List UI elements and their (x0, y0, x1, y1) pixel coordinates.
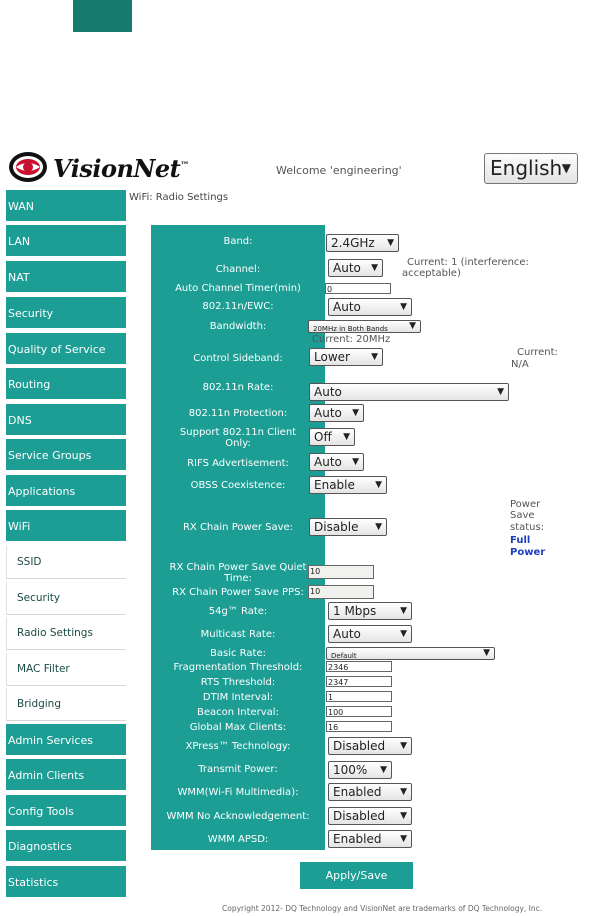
max-clients-input[interactable]: 16 (326, 721, 392, 732)
g-rate-label: 54g™ Rate: (208, 606, 268, 617)
power-save-status-label: Power (510, 499, 541, 510)
n-client-only-label: Support 802.11n Client (179, 427, 297, 438)
rx-quiet-label: RX Chain Power Save Quiet (169, 562, 307, 573)
basic-rate-value: Default (331, 652, 357, 660)
rx-chain-select[interactable] (309, 518, 387, 536)
chevron-down-icon: ▼ (561, 161, 571, 175)
welcome-text: Welcome 'engineering' (276, 164, 402, 177)
sidebar-item-config-tools[interactable]: Config Tools (6, 795, 126, 828)
wmm-noack-value: Disabled (333, 809, 386, 823)
wmm-noack-label: WMM No Acknowledgement: (166, 811, 310, 822)
wmm-value: Enabled (333, 785, 382, 799)
channel-current-note-2: acceptable) (402, 268, 461, 279)
control-sideband-label: Control Sideband: (193, 353, 283, 364)
page-title: WiFi: Radio Settings (129, 192, 229, 203)
band-select[interactable] (326, 234, 399, 252)
ewc-value: Auto (333, 300, 361, 314)
tx-power-select[interactable] (328, 761, 392, 779)
wmm-apsd-label: WMM APSD: (207, 834, 269, 845)
power-save-status-value: Full (510, 535, 531, 546)
apply-save-button[interactable]: Apply/Save (300, 862, 413, 889)
chevron-down-icon: ▼ (343, 432, 350, 442)
chevron-down-icon: ▼ (352, 457, 359, 467)
dtim-label: DTIM Interval: (202, 692, 274, 703)
wmm-apsd-select[interactable] (328, 830, 412, 848)
sidebar-subitem-security[interactable]: Security (6, 582, 126, 615)
rts-input[interactable]: 2347 (326, 676, 392, 687)
n-client-only-value: Off (314, 430, 332, 444)
ewc-label: 802.11n/EWC: (202, 301, 274, 312)
bandwidth-current-note: Current: 20MHz (312, 334, 391, 345)
n-client-only-label-2: Only: (225, 438, 251, 449)
rts-label: RTS Threshold: (200, 677, 276, 688)
sidebar-item-wifi[interactable]: WiFi (6, 510, 126, 543)
basic-rate-label: Basic Rate: (210, 648, 266, 659)
tx-power-value: 100% (333, 763, 368, 777)
band-value: 2.4GHz (331, 236, 375, 250)
sidebar-item-admin-clients[interactable]: Admin Clients (6, 759, 126, 792)
g-rate-select[interactable] (328, 602, 412, 620)
multicast-label: Multicast Rate: (200, 629, 276, 640)
chevron-down-icon: ▼ (352, 408, 359, 418)
rx-pps-input[interactable]: 10 (308, 585, 374, 599)
xpress-label: XPress™ Technology: (185, 741, 291, 752)
rifs-select[interactable] (309, 453, 364, 471)
frag-label: Fragmentation Threshold: (173, 662, 303, 673)
control-sideband-select[interactable] (309, 348, 383, 366)
chevron-down-icon: ▼ (375, 480, 382, 490)
chevron-down-icon: ▼ (387, 238, 394, 248)
xpress-value: Disabled (333, 739, 386, 753)
rx-chain-label: RX Chain Power Save: (182, 522, 294, 533)
max-clients-label: Global Max Clients: (189, 722, 287, 733)
sidebar-item-statistics[interactable]: Statistics (6, 866, 126, 899)
band-label: Band: (223, 236, 253, 247)
dtim-input[interactable]: 1 (326, 691, 392, 702)
channel-select[interactable] (328, 259, 383, 277)
basic-rate-select[interactable] (326, 647, 495, 660)
sidebar-item-security[interactable]: Security (6, 297, 126, 330)
rifs-label: RIFS Advertisement: (187, 458, 289, 469)
n-protection-select[interactable] (309, 404, 364, 422)
sidebar-item-wan[interactable]: WAN (6, 190, 126, 223)
sidebar-item-service-groups[interactable]: Service Groups (6, 439, 126, 472)
chevron-down-icon: ▼ (400, 834, 407, 844)
beacon-label: Beacon Interval: (197, 707, 279, 718)
sidebar-item-lan[interactable]: LAN (6, 225, 126, 258)
sideband-current-value: N/A (511, 359, 529, 370)
chevron-down-icon: ▼ (400, 629, 407, 639)
chevron-down-icon: ▼ (409, 321, 416, 331)
sidebar-subitem-ssid[interactable]: SSID (6, 546, 126, 579)
power-save-status-value-2: Power (510, 547, 546, 558)
rx-quiet-input[interactable]: 10 (308, 565, 374, 579)
chevron-down-icon: ▼ (380, 765, 387, 775)
power-save-status-label-2: Save (510, 510, 535, 521)
ewc-select[interactable] (328, 298, 412, 316)
chevron-down-icon: ▼ (400, 787, 407, 797)
obss-label: OBSS Coexistence: (190, 480, 286, 491)
rifs-value: Auto (314, 455, 342, 469)
sidebar-item-routing[interactable]: Routing (6, 368, 126, 401)
bandwidth-value: 20MHz in Both Bands (313, 325, 388, 333)
auto-channel-timer-input[interactable]: 0 (325, 283, 391, 294)
multicast-select[interactable] (328, 625, 412, 643)
auto-channel-timer-label: Auto Channel Timer(min) (175, 283, 301, 294)
n-rate-select[interactable] (309, 383, 509, 401)
chevron-down-icon: ▼ (400, 302, 407, 312)
n-rate-label: 802.11n Rate: (202, 382, 274, 393)
sidebar-item-dns[interactable]: DNS (6, 404, 126, 437)
sidebar-item-admin-services[interactable]: Admin Services (6, 724, 126, 757)
visionnet-logo[interactable] (8, 147, 189, 187)
bandwidth-select[interactable] (308, 320, 421, 333)
tx-power-label: Transmit Power: (198, 764, 278, 775)
sidebar-item-applications[interactable]: Applications (6, 475, 126, 508)
sidebar-item-diagnostics[interactable]: Diagnostics (6, 830, 126, 863)
sidebar-item-nat[interactable]: NAT (6, 261, 126, 294)
beacon-input[interactable]: 100 (326, 706, 392, 717)
wmm-apsd-value: Enabled (333, 832, 382, 846)
sideband-current-note: Current: (517, 347, 558, 358)
chevron-down-icon: ▼ (400, 606, 407, 616)
chevron-down-icon: ▼ (375, 522, 382, 532)
rx-pps-label: RX Chain Power Save PPS: (172, 587, 304, 598)
wmm-label: WMM(Wi-Fi Multimedia): (177, 787, 299, 798)
rx-quiet-label-2: Time: (224, 573, 252, 584)
channel-label: Channel: (215, 264, 261, 275)
power-save-status-label-3: status: (510, 522, 545, 533)
sidebar-subitem-mac-filter[interactable]: MAC Filter (6, 653, 126, 686)
chevron-down-icon: ▼ (483, 648, 490, 658)
bandwidth-label: Bandwidth: (209, 321, 267, 332)
sidebar-subitem-radio-settings[interactable]: Radio Settings (6, 617, 126, 650)
settings-label-panel (151, 225, 325, 850)
chevron-down-icon: ▼ (400, 811, 407, 821)
g-rate-value: 1 Mbps (333, 604, 377, 618)
control-sideband-value: Lower (314, 350, 350, 364)
language-select[interactable] (484, 153, 578, 184)
chevron-down-icon: ▼ (400, 741, 407, 751)
chevron-down-icon: ▼ (371, 352, 378, 362)
obss-value: Enable (314, 478, 355, 492)
n-protection-value: Auto (314, 406, 342, 420)
rx-chain-value: Disable (314, 520, 359, 534)
sidebar-subitem-bridging[interactable]: Bridging (6, 688, 126, 721)
copyright-text: Copyright 2012- DQ Technology and VisionNet are trademarks of DQ Technology, Inc. (222, 904, 543, 913)
chevron-down-icon: ▼ (497, 387, 504, 397)
multicast-value: Auto (333, 627, 361, 641)
eye-logo-icon (8, 149, 50, 185)
sidebar-item-qos[interactable]: Quality of Service (6, 333, 126, 366)
chevron-down-icon: ▼ (371, 263, 378, 273)
xpress-select[interactable] (328, 737, 412, 755)
language-value: English (490, 156, 563, 180)
obss-select[interactable] (309, 476, 387, 494)
n-client-only-select[interactable] (309, 428, 355, 446)
wmm-noack-select[interactable] (328, 807, 412, 825)
channel-value: Auto (333, 261, 361, 275)
channel-current-note: Current: 1 (interference: (407, 257, 529, 268)
n-rate-value: Auto (314, 385, 342, 399)
logo-text: VisionNet™ (53, 154, 189, 183)
top-color-block (73, 0, 132, 32)
frag-input[interactable]: 2346 (326, 661, 392, 672)
wmm-select[interactable] (328, 783, 412, 801)
n-protection-label: 802.11n Protection: (188, 408, 288, 419)
